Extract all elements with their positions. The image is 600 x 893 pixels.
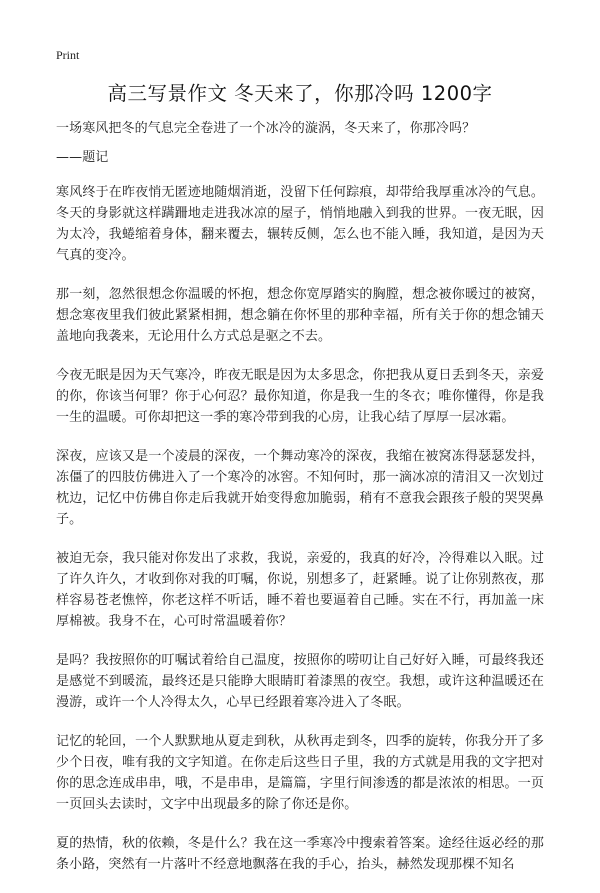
print-link[interactable]: Print bbox=[56, 48, 80, 62]
paragraph: 寒风终于在昨夜悄无匿迹地随烟消逝，没留下任何踪痕，却带给我厚重冰冷的气息。冬天的身影就这样蹒跚地走进我冰凉的屋子，悄悄地融入到我的世界。一夜无眠，因为太冷，我蜷缩着身体，翻来覆去，辗转反侧，怎么也不能入睡，我知道，是因为天气真的变冷。 bbox=[56, 185, 544, 263]
paragraph: 记忆的轮回，一个人默默地从夏走到秋，从秋再走到冬，四季的旋转，你我分开了多少个日夜，唯有我的文字知道。在你走后这些日子里，我的方式就是用我的文字把对你的思念连成串串，哦，不是串串，是篇篇，字里行间渗透的都是浓浓的相思。一页一页回头去读时，文字中出现最多的除了你还是你。 bbox=[56, 734, 544, 812]
epigraph-attribution: ——题记 bbox=[56, 150, 109, 165]
paragraph: 今夜无眠是因为天气寒冷，昨夜无眠是因为太多思念，你把我从夏日丢到冬天，亲爱的你，你该当何罪？你于心何忍？最你知道，你是我一生的冬衣；唯你懂得，你是我一生的温暖。可你却把这一季的寒冷带到我的心房，让我心结了厚厚一层冰霜。 bbox=[56, 368, 544, 425]
article-title: 高三写景作文 冬天来了，你那冷吗 1200字 bbox=[107, 82, 493, 105]
paragraph: 那一刻，忽然很想念你温暖的怀抱，想念你宽厚踏实的胸膛，想念被你暖过的被窝，想念寒夜里我们彼此紧紧相拥，想念躺在你怀里的那种幸福，所有关于你的想念铺天盖地向我袭来，无论用什么方式总是驱之不去。 bbox=[56, 287, 544, 344]
paragraph: 被迫无奈，我只能对你发出了求救，我说，亲爱的，我真的好冷，冷得难以入眠。过了许久许久，才收到你对我的叮嘱，你说，别想多了，赶紧睡。说了让你别熬夜，那样容易苍老憔悴，你老这样不听话，睡不着也要逼着自己睡。实在不行，再加盖一床厚棉被。我身不在，心可时常温暖着你？ bbox=[56, 551, 544, 629]
epigraph: 一场寒风把冬的气息完全卷进了一个冰冷的漩涡，冬天来了，你那冷吗？ bbox=[56, 121, 476, 136]
paragraph: 深夜，应该又是一个凌晨的深夜，一个舞动寒冷的深夜，我缩在被窝冻得瑟瑟发抖，冻僵了的四肢仿佛进入了一个寒冷的冰窖。不知何时，那一滴冰凉的清泪又一次划过枕边，记忆中仿佛自你走后我就开始变得愈加脆弱，稍有不意我会跟孩子般的哭哭鼻子。 bbox=[56, 449, 544, 527]
paragraph: 夏的热情，秋的依赖，冬是什么？我在这一季寒冷中搜索着答案。途经往返必经的那条小路，突然有一片落叶不经意地飘落在我的手心，抬头，赫然发现那棵不知名 bbox=[56, 836, 544, 872]
article-body bbox=[56, 118, 544, 893]
paragraph: 是吗？我按照你的叮嘱试着给自己温度，按照你的唠叨让自己好好入睡，可最终我还是感觉不到暖流，最终还是只能睁大眼睛盯着漆黑的夜空。我想，或许这种温暖还在漫游，或许一个人冷得太久，心早已经跟着寒冷进入了冬眠。 bbox=[56, 653, 544, 710]
